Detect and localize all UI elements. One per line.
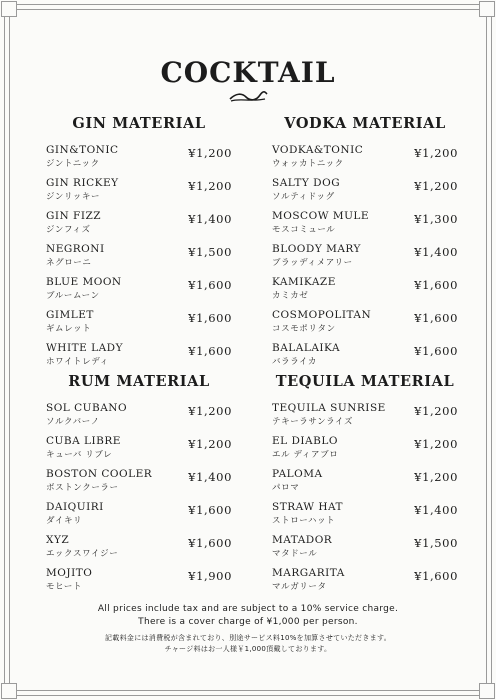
note-ja-line: チャージ料はお一人様￥1,000頂戴しております。 (164, 645, 332, 653)
item-kana: ブラッディメアリー (272, 258, 353, 268)
item-kana: ダイキリ (46, 516, 83, 526)
menu-item (272, 144, 458, 177)
section-rum (46, 371, 232, 600)
item-price: ¥1,400 (414, 245, 458, 259)
item-kana: エックスワイジー (46, 549, 119, 559)
menu-item (272, 177, 458, 210)
item-name: MOJITO (46, 567, 93, 579)
menu-item (46, 567, 232, 600)
footer-notes (0, 603, 496, 655)
item-price: ¥1,300 (414, 212, 458, 226)
item-price: ¥1,200 (188, 179, 232, 193)
item-list (272, 402, 458, 600)
item-kana: モヒート (46, 582, 83, 592)
page-title: COCKTAIL (160, 56, 336, 89)
menu-item (46, 177, 232, 210)
item-list (272, 144, 458, 375)
item-kana: キューバ リブレ (46, 450, 113, 460)
item-price: ¥1,600 (188, 536, 232, 550)
menu-item (46, 243, 232, 276)
corner-ornament (1, 1, 17, 17)
item-price: ¥1,600 (414, 569, 458, 583)
item-name: TEQUILA SUNRISE (272, 402, 386, 414)
item-name: GIN RICKEY (46, 177, 119, 189)
menu-item (272, 276, 458, 309)
menu-item (272, 243, 458, 276)
item-name: XYZ (46, 534, 70, 546)
item-price: ¥1,400 (188, 212, 232, 226)
menu-item (272, 210, 458, 243)
menu-item (272, 402, 458, 435)
item-name: MOSCOW MULE (272, 210, 370, 222)
menu-item (272, 435, 458, 468)
item-kana: ストローハット (272, 516, 336, 526)
item-kana: ネグローニ (46, 258, 92, 268)
corner-ornament (1, 683, 17, 699)
item-price: ¥1,600 (188, 503, 232, 517)
item-name: MARGARITA (272, 567, 345, 579)
item-price: ¥1,200 (188, 404, 232, 418)
item-kana: エル ディアブロ (272, 450, 339, 460)
menu-item (46, 501, 232, 534)
menu-item (272, 567, 458, 600)
item-name: DAIQUIRI (46, 501, 104, 513)
item-kana: テキーラサンライズ (272, 417, 354, 427)
item-kana: パロマ (272, 483, 300, 493)
item-name: PALOMA (272, 468, 323, 480)
note-en-line: All prices include tax and are subject to a 10% service charge. (97, 604, 399, 614)
section-heading: RUM MATERIAL (68, 373, 210, 390)
item-name: BALALAIKA (272, 342, 341, 354)
menu-item (272, 468, 458, 501)
item-kana: モスコミュール (272, 225, 336, 235)
item-kana: マルガリータ (272, 582, 327, 592)
item-kana: マタドール (272, 549, 318, 559)
menu-item (46, 144, 232, 177)
corner-ornament (479, 1, 495, 17)
note-ja-line: 記載料金には消費税が含まれており、別途サービス料10%を加算させていただきます。 (105, 634, 391, 642)
item-name: BOSTON COOLER (46, 468, 153, 480)
item-price: ¥1,600 (414, 311, 458, 325)
item-kana: ホワイトレディ (46, 357, 109, 367)
item-kana: ボストンクーラー (46, 483, 119, 493)
item-price: ¥1,600 (188, 344, 232, 358)
menu-item (46, 402, 232, 435)
item-name: STRAW HAT (272, 501, 344, 513)
note-en-line: There is a cover charge of ¥1,000 per person. (138, 617, 358, 627)
item-list (46, 144, 232, 375)
menu-item (46, 210, 232, 243)
item-kana: バラライカ (272, 357, 317, 367)
item-price: ¥1,200 (414, 470, 458, 484)
menu-item (46, 309, 232, 342)
section-heading: VODKA MATERIAL (284, 115, 446, 132)
item-name: COSMOPOLITAN (272, 309, 372, 321)
item-name: BLUE MOON (46, 276, 122, 288)
item-name: GIN&TONIC (46, 144, 119, 156)
item-price: ¥1,200 (414, 146, 458, 160)
item-price: ¥1,500 (414, 536, 458, 550)
item-name: EL DIABLO (272, 435, 338, 447)
item-price: ¥1,600 (188, 278, 232, 292)
menu-item (46, 435, 232, 468)
item-kana: カミカゼ (272, 291, 309, 301)
item-kana: ジンリッキー (46, 192, 101, 202)
section-gin (46, 113, 232, 375)
item-name: SOL CUBANO (46, 402, 128, 414)
item-name: VODKA&TONIC (272, 144, 364, 156)
item-price: ¥1,600 (188, 311, 232, 325)
section-heading: GIN MATERIAL (72, 115, 206, 132)
item-kana: ウォッカトニック (272, 159, 344, 169)
flourish-icon (228, 90, 268, 104)
menu-item (46, 534, 232, 567)
item-name: WHITE LADY (46, 342, 124, 354)
menu-item (272, 309, 458, 342)
item-price: ¥1,900 (188, 569, 232, 583)
item-price: ¥1,400 (414, 503, 458, 517)
item-kana: ジントニック (46, 159, 100, 169)
item-price: ¥1,500 (188, 245, 232, 259)
item-price: ¥1,200 (414, 179, 458, 193)
item-name: MATADOR (272, 534, 333, 546)
item-price: ¥1,600 (414, 344, 458, 358)
item-name: SALTY DOG (272, 177, 341, 189)
menu-item (46, 468, 232, 501)
item-name: GIN FIZZ (46, 210, 102, 222)
item-name: GIMLET (46, 309, 94, 321)
section-tequila (272, 371, 458, 600)
item-list (46, 402, 232, 600)
item-price: ¥1,200 (188, 437, 232, 451)
corner-ornament (479, 683, 495, 699)
item-price: ¥1,200 (414, 437, 458, 451)
item-price: ¥1,200 (188, 146, 232, 160)
menu-item (272, 534, 458, 567)
item-price: ¥1,400 (188, 470, 232, 484)
item-kana: コスモポリタン (272, 324, 336, 334)
item-price: ¥1,600 (414, 278, 458, 292)
item-name: KAMIKAZE (272, 276, 336, 288)
menu-item (46, 276, 232, 309)
item-name: CUBA LIBRE (46, 435, 121, 447)
item-name: BLOODY MARY (272, 243, 361, 255)
section-heading: TEQUILA MATERIAL (275, 373, 455, 390)
item-kana: ブルームーン (46, 291, 100, 301)
item-name: NEGRONI (46, 243, 105, 255)
item-price: ¥1,200 (414, 404, 458, 418)
section-vodka (272, 113, 458, 375)
item-kana: ソルクバーノ (46, 417, 100, 427)
item-kana: ジンフィズ (46, 225, 91, 235)
item-kana: ギムレット (46, 324, 92, 334)
menu-item (272, 501, 458, 534)
item-kana: ソルティドッグ (272, 192, 335, 202)
